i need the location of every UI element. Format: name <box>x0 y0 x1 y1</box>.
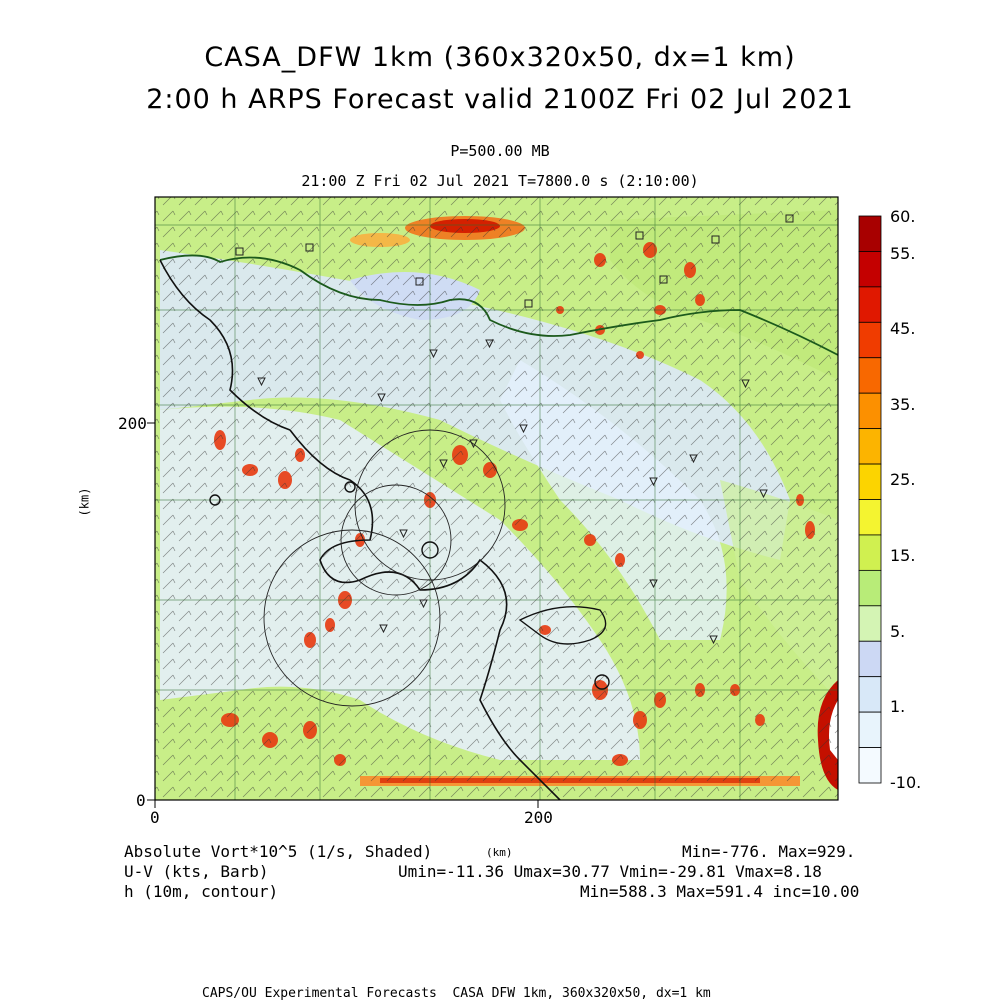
colorbar-segment <box>859 570 881 605</box>
valid-time: 21:00 Z Fri 02 Jul 2021 T=7800.0 s (2:10:00) <box>301 172 699 190</box>
x-tick-200: 200 <box>524 808 553 827</box>
colorbar-segment <box>859 322 881 357</box>
colorbar-segment <box>859 677 881 712</box>
colorbar-segment <box>859 429 881 464</box>
credit-line: CAPS/OU Experimental Forecasts CASA DFW 1km, 360x320x50, dx=1 km <box>202 986 711 1001</box>
colorbar-label-35: 35. <box>890 395 916 414</box>
height-label: h (10m, contour) <box>124 882 279 901</box>
colorbar-segment <box>859 393 881 428</box>
plot-area <box>155 197 838 800</box>
y-tick-200: 200 <box>118 414 147 433</box>
title-line-2: 2:00 h ARPS Forecast valid 2100Z Fri 02 Jul 2021 <box>146 84 854 115</box>
colorbar-label-55: 55. <box>890 244 916 263</box>
pressure-level: P=500.00 MB <box>450 142 550 160</box>
colorbar-segment <box>859 358 881 393</box>
colorbar-segment <box>859 712 881 747</box>
colorbar-label-45: 45. <box>890 319 916 338</box>
colorbar-label-neg10: -10. <box>890 773 922 792</box>
colorbar-label-15: 15. <box>890 546 916 565</box>
wind-label: U-V (kts, Barb) <box>124 862 269 881</box>
colorbar-label-5: 5. <box>890 622 906 641</box>
center-unit-label: (km) <box>486 846 513 859</box>
colorbar-label-60: 60. <box>890 207 916 226</box>
colorbar-segment <box>859 464 881 499</box>
colorbar-segment <box>859 251 881 286</box>
colorbar-segment <box>859 287 881 322</box>
y-axis-label: (km) <box>77 487 92 517</box>
height-stats: Min=588.3 Max=591.4 inc=10.00 <box>580 882 860 901</box>
colorbar-segment <box>859 535 881 570</box>
y-tick-0: 0 <box>136 791 146 810</box>
colorbar-label-25: 25. <box>890 470 916 489</box>
colorbar <box>859 216 881 783</box>
vorticity-label: Absolute Vort*10^5 (1/s, Shaded) <box>124 842 433 861</box>
colorbar-segment <box>859 606 881 641</box>
x-tick-0: 0 <box>150 808 160 827</box>
colorbar-label-1: 1. <box>890 697 906 716</box>
colorbar-segment <box>859 641 881 676</box>
colorbar-segment <box>859 216 881 251</box>
vorticity-minmax: Min=-776. Max=929. <box>682 842 856 861</box>
colorbar-segment <box>859 500 881 535</box>
colorbar-segment <box>859 748 881 783</box>
wind-stats: Umin=-11.36 Umax=30.77 Vmin=-29.81 Vmax=8.18 <box>398 862 822 881</box>
title-line-1: CASA_DFW 1km (360x320x50, dx=1 km) <box>204 42 796 73</box>
